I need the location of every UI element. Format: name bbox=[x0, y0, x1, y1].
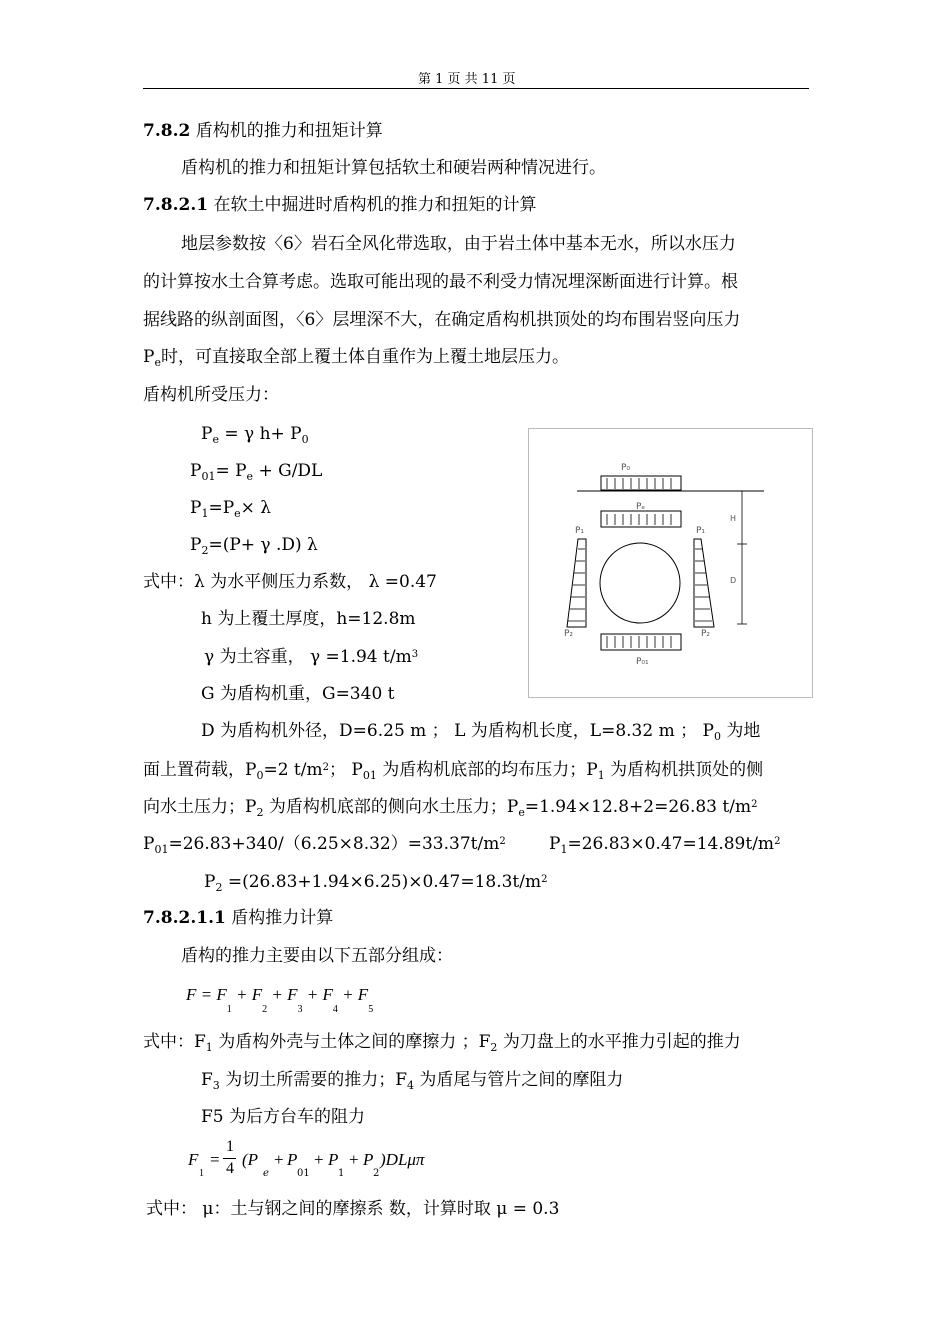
label-p0: P₀ bbox=[621, 463, 631, 473]
def-line3: 向水土压力；$P_2$ 为盾构机底部的侧向水土压力；$P_e=1.94\times 12.8+2=26.83$ $t/m^2$ bbox=[143, 797, 758, 819]
label-pe: Pₑ bbox=[636, 502, 646, 512]
def-G: G 为盾构机重，G=340 t bbox=[201, 684, 395, 704]
page-number: 第 1 页 共 11 页 bbox=[418, 72, 516, 87]
paragraph-line: 的计算按水土合算考虑。选取可能出现的最不利受力情况埋深断面进行计算。根 bbox=[143, 272, 738, 292]
calc-p2: $P_2 =(26.83+1.94\times 6.25)\times 0.47=18.3t/m^2$ bbox=[204, 872, 548, 894]
section-intro: 盾构机的推力和扭矩计算包括软土和硬岩两种情况进行。 bbox=[181, 158, 606, 178]
subsection-number: 7.8.2.1 bbox=[143, 195, 209, 215]
label-p1-left: P₁ bbox=[575, 526, 585, 536]
formula-p1: $P_1=P_e\times \lambda$ bbox=[190, 498, 272, 520]
subsub-heading bbox=[143, 907, 333, 929]
subsub-title: 盾构推力计算 bbox=[231, 908, 334, 928]
def-line2: 面上置荷载，$P_0=2$ $t/m^2$； $P_{01}$ 为盾构机底部的均布压力；$P_1$ 为盾构机拱顶处的侧 bbox=[143, 760, 764, 782]
label-d: D bbox=[730, 576, 737, 585]
paragraph-line: 据线路的纵剖面图，〈6〉层埋深不大，在确定盾构机拱顶处的均布围岩竖向压力 bbox=[143, 310, 741, 330]
subsection-title: 在软土中掘进时盾构机的推力和扭矩的计算 bbox=[213, 195, 537, 215]
section-title: 盾构机的推力和扭矩计算 bbox=[195, 121, 383, 141]
pressure-diagram-svg bbox=[529, 429, 812, 697]
label-p2-left: P₂ bbox=[564, 629, 574, 639]
section-number: 7.8.2 bbox=[143, 121, 191, 141]
label-p1-right: P₁ bbox=[696, 526, 706, 536]
formula-pe: $P_e = \gamma$ $h+ P_0$ bbox=[201, 424, 309, 446]
def-gamma: γ 为土容重， γ =1.94 $t/m^3$ bbox=[204, 647, 419, 667]
shield-pressure-diagram bbox=[528, 428, 813, 698]
label-h: H bbox=[730, 514, 737, 523]
formula-p2: $P_2=(P+ \gamma$ .D) λ bbox=[190, 535, 318, 557]
formula-p01: $P_{01}= P_e + G/DL$ bbox=[190, 461, 323, 483]
calc-p01: $P_{01}=26.83+340/(6.25\times 8.32)=33.37t/m^2$ bbox=[143, 834, 506, 856]
paragraph-line: $P_e$时，可直接取全部上覆土体自重作为上覆土地层压力。 bbox=[143, 347, 569, 369]
subsection-heading bbox=[143, 194, 536, 216]
subsub-intro: 盾构的推力主要由以下五部分组成： bbox=[181, 946, 453, 966]
def-h: h 为上覆土厚度，h=12.8m bbox=[201, 609, 416, 629]
section-heading bbox=[143, 120, 383, 142]
def-D: D 为盾构机外径，D=6.25 m ； L 为盾构机长度，L=8.32 m ； $P_0$ 为地 bbox=[201, 721, 761, 743]
label-p01: P₀₁ bbox=[636, 657, 649, 667]
calc-p1: $P_1=26.83\times 0.47=14.89t/m^2$ bbox=[549, 834, 781, 856]
thrust-def-1: 式中：$F_1$ 为盾构外壳与土体之间的摩擦力 ；$F_2$ 为刀盘上的水平推力引起的推力 bbox=[143, 1032, 741, 1054]
def-lambda: 式中：λ 为水平侧压力系数， λ =0.47 bbox=[143, 572, 437, 592]
mu-definition: 式中： μ：土与钢之间的摩擦系 数，计算时取 μ = 0.3 bbox=[146, 1199, 560, 1219]
thrust-def-3: F5 为后方台车的阻力 bbox=[201, 1107, 366, 1127]
f1-formula: F 1 = 1 4 (P e + P 01 + P 1 + P 2 )DLμπ bbox=[188, 1138, 425, 1179]
subsub-number: 7.8.2.1.1 bbox=[143, 908, 226, 928]
thrust-sum-formula: $F = F_1 + F_2 + F_3 + F_4 + F_5$ bbox=[186, 985, 374, 1015]
header-rule bbox=[143, 88, 809, 89]
thrust-def-2: $F_3$ 为切土所需要的推力；$F_4$ 为盾尾与管片之间的摩阻力 bbox=[201, 1070, 624, 1092]
paragraph-line: 地层参数按〈6〉岩石全风化带选取，由于岩土体中基本无水，所以水压力 bbox=[181, 234, 736, 254]
pressure-heading: 盾构机所受压力： bbox=[143, 385, 279, 405]
label-p2-right: P₂ bbox=[701, 629, 711, 639]
